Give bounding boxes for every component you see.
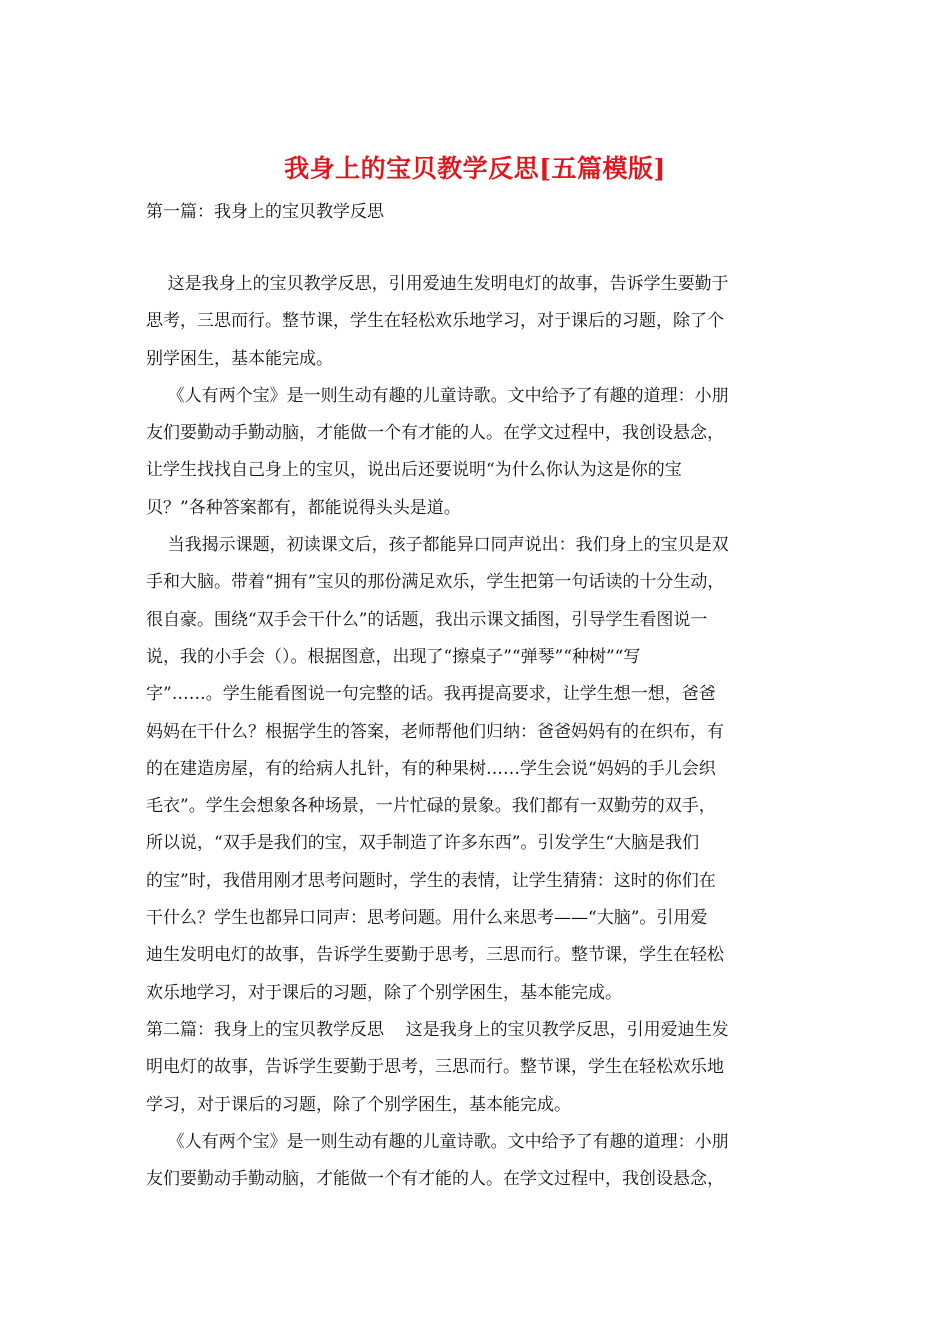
body-line: 所以说，“双手是我们的宝，双手制造了许多东西”。引发学生“大脑是我们 (146, 833, 700, 854)
body-line: 这是我身上的宝贝教学反思，引用爱迪生发明电灯的故事，告诉学生要勤于 (146, 274, 729, 294)
body-line: 手和大脑。带着“拥有”宝贝的那份满足欢乐，学生把第一句话读的十分生动， (146, 572, 725, 593)
body-line: 迪生发明电灯的故事，告诉学生要勤于思考，三思而行。整节课，学生在轻松 (146, 945, 724, 966)
body-line: 友们要勤动手勤动脑，才能做一个有才能的人。在学文过程中，我创设悬念， (146, 1169, 724, 1190)
body-line: 学习，对于课后的习题，除了个别学困生，基本能完成。 (146, 1094, 571, 1115)
body-line: 的宝”时，我借用刚才思考问题时，学生的表情，让学生猜猜：这时的你们在 (146, 870, 716, 891)
body-line: 友们要勤动手勤动脑，才能做一个有才能的人。在学文过程中，我创设悬念， (146, 423, 724, 444)
body-line: 字”……。学生能看图说一句完整的话。我再提高要求，让学生想一想，爸爸 (146, 684, 716, 705)
document-body (146, 266, 806, 1198)
body-line: 明电灯的故事，告诉学生要勤于思考，三思而行。整节课，学生在轻松欢乐地 (146, 1057, 724, 1078)
body-line: 干什么？学生也都异口同声：思考问题。用什么来思考——“大脑”。引用爱 (146, 908, 708, 929)
body-line: 当我揭示课题，初读课文后，孩子都能异口同声说出：我们身上的宝贝是双 (146, 535, 729, 556)
section-heading-1: 第一篇：我身上的宝贝教学反思 (146, 202, 384, 222)
body-line: 让学生找找自己身上的宝贝，说出后还要说明“为什么你认为这是你的宝 (146, 460, 682, 481)
body-line: 的在建造房屋，有的给病人扎针，有的种果树……学生会说“妈妈的手儿会织 (146, 758, 716, 779)
body-line: 妈妈在干什么？根据学生的答案，老师帮他们归纳：爸爸妈妈有的在织布，有 (146, 721, 724, 742)
body-line: 说，我的小手会（）。根据图意，出现了“擦桌子”“弹琴”“种树”“写 (146, 646, 641, 667)
body-line: 第二篇：我身上的宝贝教学反思 这是我身上的宝贝教学反思，引用爱迪生发 (146, 1019, 729, 1040)
body-line: 思考，三思而行。整节课，学生在轻松欢乐地学习，对于课后的习题，除了个 (146, 311, 724, 332)
body-line: 欢乐地学习，对于课后的习题，除了个别学困生，基本能完成。 (146, 982, 622, 1003)
body-line: 贝？”各种答案都有，都能说得头头是道。 (146, 497, 461, 518)
body-line: 很自豪。围绕“双手会干什么”的话题，我出示课文插图，引导学生看图说一 (146, 609, 708, 630)
body-line: 《人有两个宝》是一则生动有趣的儿童诗歌。文中给予了有趣的道理：小朋 (146, 385, 729, 406)
body-line: 《人有两个宝》是一则生动有趣的儿童诗歌。文中给予了有趣的道理：小朋 (146, 1131, 729, 1152)
document-title: 我身上的宝贝教学反思[五篇模版] (284, 154, 666, 183)
body-line: 毛衣”。学生会想象各种场景，一片忙碌的景象。我们都有一双勤劳的双手， (146, 796, 716, 817)
body-line: 别学困生，基本能完成。 (146, 348, 333, 369)
